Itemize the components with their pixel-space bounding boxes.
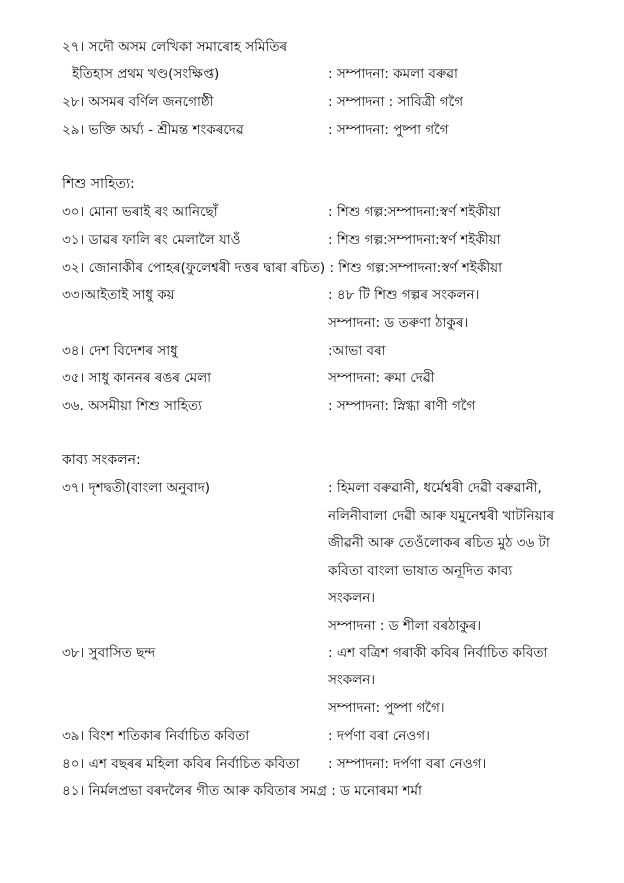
line-right-text: : সম্পাদনা : সাবিত্ৰী গগৈ <box>328 94 464 110</box>
text-line <box>0 118 624 142</box>
line-left-text: ৩৪। দেশ বিদেশৰ সাধু <box>62 343 178 359</box>
line-right-text: জীৱনী আৰু তেওঁলোকৰ ৰচিত মুঠ ৩৬ টা <box>328 535 550 551</box>
text-line <box>0 476 624 500</box>
line-right-text: : দৰ্পণা বৰা নেওগ। <box>328 728 430 744</box>
line-right-text: সম্পাদনা: ৰুমা দেৱী <box>328 370 435 386</box>
line-left-text: ৩৭। দৃশদ্বতী(বাংলা অনুবাদ) <box>62 480 211 496</box>
line-right-text: : সম্পাদনা: স্নিগ্ধা ৰাণী গগৈ <box>328 398 476 414</box>
text-line <box>0 586 624 610</box>
line-left-text: ৩১। ডাৱৰ ফালি ৰং মেলালৈ যাওঁ <box>62 232 241 248</box>
line-left-text: ২৮। অসমৰ বৰ্ণিল জনগোষ্ঠী <box>62 94 214 110</box>
line-right-text: :আভা বৰা <box>328 343 386 359</box>
text-line <box>0 531 624 555</box>
line-left-text: ৩৮। সুবাসিত ছন্দ <box>62 645 156 661</box>
text-line <box>0 256 624 280</box>
line-right-text: সম্পাদনা : ড শীলা বৰঠাকুৰ। <box>328 618 482 634</box>
line-right-text: : সম্পাদনা: কমলা বৰুৱা <box>328 66 458 82</box>
line-right-text: সম্পাদনা: পুষ্পা গগৈ। <box>328 700 445 716</box>
line-right-text: সংকলন। <box>328 590 376 606</box>
line-left-text: ৩২। জোনাকীৰ পোহৰ(ফুলেশ্বৰী দত্তৰ দ্বাৰা ৰচিত) : শিশু গল্প:সম্পাদনা:স্বৰ্ণ শইকীয়া <box>62 260 503 276</box>
text-line <box>0 366 624 390</box>
text-line <box>0 696 624 720</box>
line-left-text: ২৭। সদৌ অসম লেখিকা সমাৰোহ সমিতিৰ <box>62 39 288 55</box>
line-left-text: কাব্য সংকলন: <box>62 452 141 468</box>
line-right-text: কবিতা বাংলা ভাষাত অনূদিত কাব্য <box>328 563 513 579</box>
line-right-text: সম্পাদনা: ড তৰুণা ঠাকুৰ। <box>328 315 469 331</box>
text-line <box>0 200 624 224</box>
line-right-text: : এশ বত্ৰিশ গৰাকী কবিৰ নিৰ্বাচিত কবিতা <box>328 645 548 661</box>
line-left-text: ৩০। মোনা ভৰাই ৰং আনিছোঁ <box>62 204 218 220</box>
line-left-text: ইতিহাস প্ৰথম খণ্ড(সংক্ষিপ্ত) <box>72 66 220 82</box>
section-heading <box>0 172 624 196</box>
text-line <box>0 228 624 252</box>
line-right-text: : ৪৮ টি শিশু গল্পৰ সংকলন। <box>328 287 480 303</box>
text-line <box>0 559 624 583</box>
line-right-text: সংকলন। <box>328 672 376 688</box>
text-line <box>0 62 624 86</box>
text-line <box>0 339 624 363</box>
line-left-text: ২৯। ভক্তি অৰ্ঘ্য - শ্ৰীমন্ত শংকৰদেৱ <box>62 122 244 138</box>
text-line <box>0 668 624 692</box>
text-line <box>0 311 624 335</box>
line-left-text: ৪০। এশ বছৰৰ মহিলা কবিৰ নিৰ্বাচিত কবিতা <box>62 756 300 772</box>
text-line <box>0 283 624 307</box>
line-right-text: : হিমলা বৰুৱানী, ধৰ্মেশ্বৰী দেৱী বৰুৱানী, <box>328 480 542 496</box>
text-line <box>0 394 624 418</box>
text-line <box>0 724 624 748</box>
line-right-text: নলিনীবালা দেৱী আৰু যমুনেশ্বৰী খাটনিয়াৰ <box>328 508 555 524</box>
text-line <box>0 504 624 528</box>
text-line <box>0 779 624 803</box>
text-line <box>0 90 624 114</box>
line-left-text: ৩৯। বিংশ শতিকাৰ নিৰ্বাচিত কবিতা <box>62 728 250 744</box>
section-heading <box>0 448 624 472</box>
line-left-text: ৩৬. অসমীয়া শিশু সাহিত্য <box>62 398 202 414</box>
text-line <box>0 752 624 776</box>
line-right-text: : সম্পাদনা: দৰ্পণা বৰা নেওগ। <box>328 756 487 772</box>
line-left-text: ৪১। নিৰ্মলপ্ৰভা বৰদলৈৰ গীত আৰু কবিতাৰ সমগ্ৰ : ড মনোৰমা শৰ্মা <box>62 783 422 799</box>
line-left-text: ৩৫। সাধু কাননৰ ৰঙৰ মেলা <box>62 370 212 386</box>
line-right-text: : শিশু গল্প:সম্পাদনা:স্বৰ্ণ শইকীয়া <box>328 204 501 220</box>
text-line <box>0 35 624 59</box>
line-right-text: : শিশু গল্প:সম্পাদনা:স্বৰ্ণ শইকীয়া <box>328 232 501 248</box>
line-left-text: ৩৩।আইতাই সাধু কয় <box>62 287 175 303</box>
text-line <box>0 641 624 665</box>
text-line <box>0 614 624 638</box>
line-right-text: : সম্পাদনা: পুষ্পা গগৈ <box>328 122 449 138</box>
line-left-text: শিশু সাহিত্য: <box>62 176 135 192</box>
